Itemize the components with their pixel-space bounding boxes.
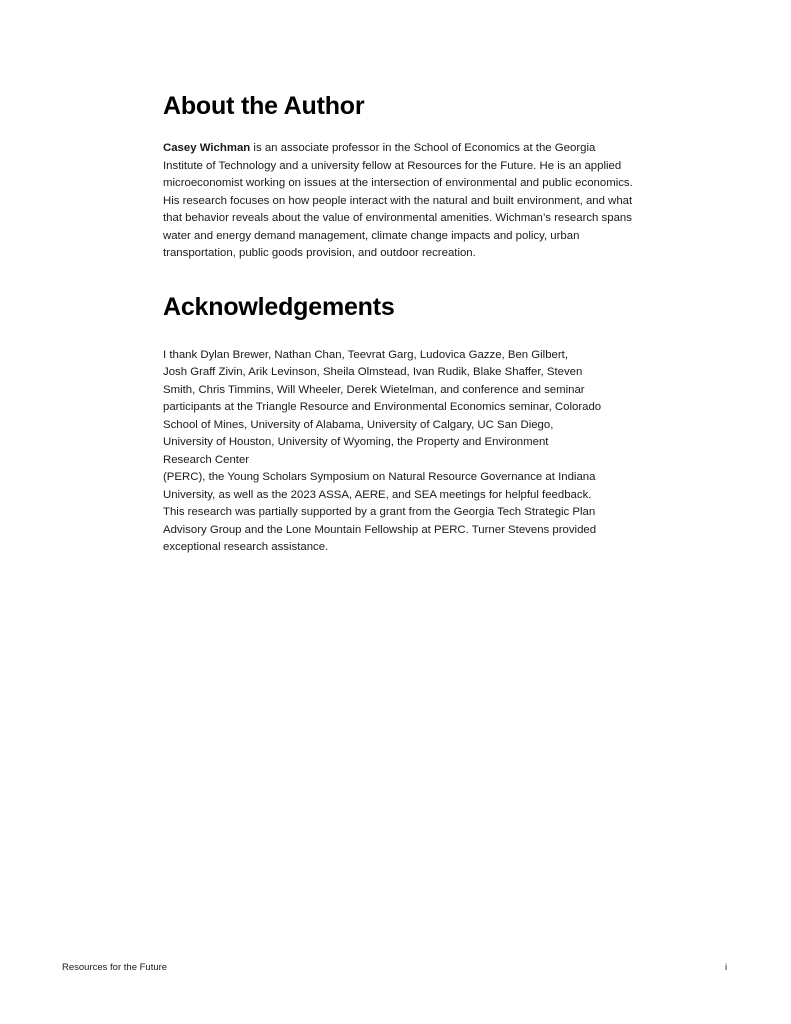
about-the-author-section — [163, 88, 638, 263]
author-bio-text: is an associate professor in the School of Economics at the Georgia Institute of Technology and a university fellow at Resources for the Future. He is an applied microeconomist working on issues at the intersection of environmental and public economics. His research focuses on how people interact with the natural and built environment, and what that behavior reveals about the value of environmental amenities. Wichman’s research spans water and energy demand management, climate change impacts and policy, urban transportation, public goods provision, and outdoor recreation. — [163, 142, 633, 259]
ack-line: Advisory Group and the Lone Mountain Fellowship at PERC. Turner Stevens provided — [163, 523, 597, 536]
footer-page-number: i — [725, 962, 728, 973]
acknowledgements-paragraph — [163, 347, 638, 557]
acknowledgements-section — [163, 289, 638, 557]
ack-line: University, as well as the 2023 ASSA, AERE, and SEA meetings for helpful feedback. — [163, 488, 592, 501]
ack-line: University of Houston, University of Wyoming, the Property and Environment — [163, 436, 549, 448]
ack-line: Smith, Chris Timmins, Will Wheeler, Derek Wietelman, and conference and seminar — [163, 383, 585, 396]
author-name: Casey Wichman — [163, 142, 251, 154]
ack-line: School of Mines, University of Alabama, University of Calgary, UC San Diego, — [163, 418, 554, 431]
ack-line: Research Center — [163, 453, 250, 466]
about-heading: About the Author — [163, 92, 365, 120]
footer-publisher: Resources for the Future — [62, 962, 168, 973]
ack-line: This research was partially supported by a grant from the Georgia Tech Strategic Plan — [163, 506, 596, 518]
ack-line: participants at the Triangle Resource and Environmental Economics seminar, Colorado — [163, 401, 602, 413]
ack-line: Josh Graff Zivin, Arik Levinson, Sheila Olmstead, Ivan Rudik, Blake Shaffer, Steven — [163, 366, 583, 378]
ack-line: exceptional research assistance. — [163, 541, 329, 553]
ack-line: (PERC), the Young Scholars Symposium on Natural Resource Governance at Indiana — [163, 471, 596, 483]
ack-line: I thank Dylan Brewer, Nathan Chan, Teevrat Garg, Ludovica Gazze, Ben Gilbert, — [163, 348, 568, 361]
document-body — [163, 88, 638, 557]
acknowledgements-heading: Acknowledgements — [163, 292, 395, 321]
author-bio-paragraph — [163, 140, 638, 263]
